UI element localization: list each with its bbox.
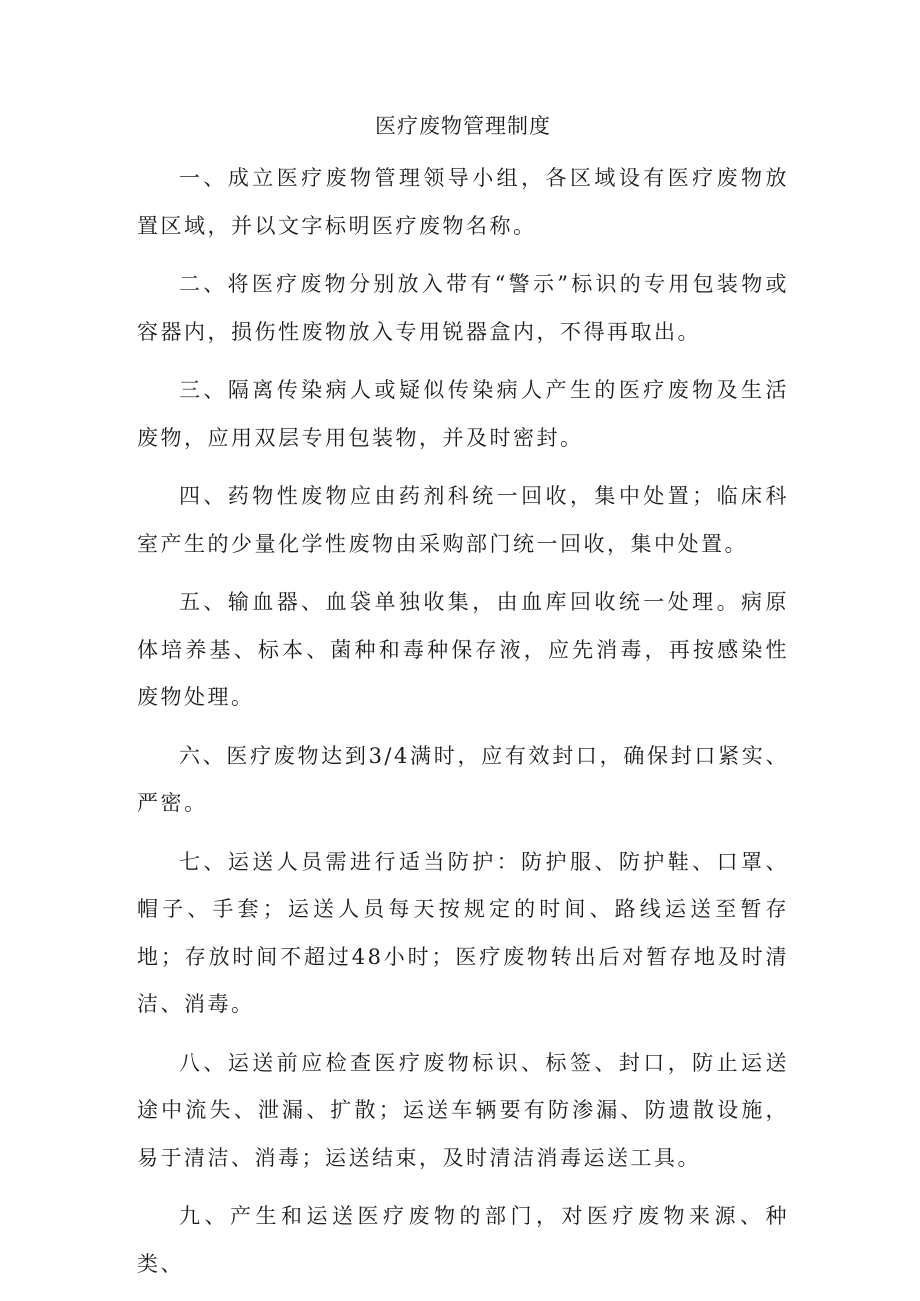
clause-1: 一、成立医疗废物管理领导小组，各区域设有医疗废物放置区域，并以文字标明医疗废物名称。 <box>137 166 789 238</box>
clause-7: 七、运送人员需进行适当防护：防护服、防护鞋、口罩、帽子、手套；运送人员每天按规定的时间、路线运送至暂存地；存放时间不超过48小时；医疗废物转出后对暂存地及时清洁、消毒。 <box>137 849 789 1016</box>
clause-5: 五、输血器、血袋单独收集，由血库回收统一处理。病原体培养基、标本、菌种和毒种保存液，应先消毒，再按感染性废物处理。 <box>137 590 789 709</box>
clause-4: 四、药物性废物应由药剂科统一回收，集中处置；临床科室产生的少量化学性废物由采购部门统一回收，集中处置。 <box>137 484 789 556</box>
clause-9: 九、产生和运送医疗废物的部门，对医疗废物来源、种类、 <box>137 1204 789 1276</box>
clause-2: 二、将医疗废物分别放入带有“警示”标识的专用包装物或容器内，损伤性废物放入专用锐器盒内，不得再取出。 <box>137 272 789 344</box>
document-page <box>137 110 789 1288</box>
document-title: 医疗废物管理制度 <box>375 114 551 138</box>
clause-3: 三、隔离传染病人或疑似传染病人产生的医疗废物及生活废物，应用双层专用包装物，并及时密封。 <box>137 378 789 450</box>
clause-8: 八、运送前应检查医疗废物标识、标签、封口，防止运送途中流失、泄漏、扩散；运送车辆要有防渗漏、防遗散设施，易于清洁、消毒；运送结束，及时清洁消毒运送工具。 <box>137 1050 789 1170</box>
clause-6: 六、医疗废物达到3/4满时，应有效封口，确保封口紧实、严密。 <box>137 743 789 815</box>
